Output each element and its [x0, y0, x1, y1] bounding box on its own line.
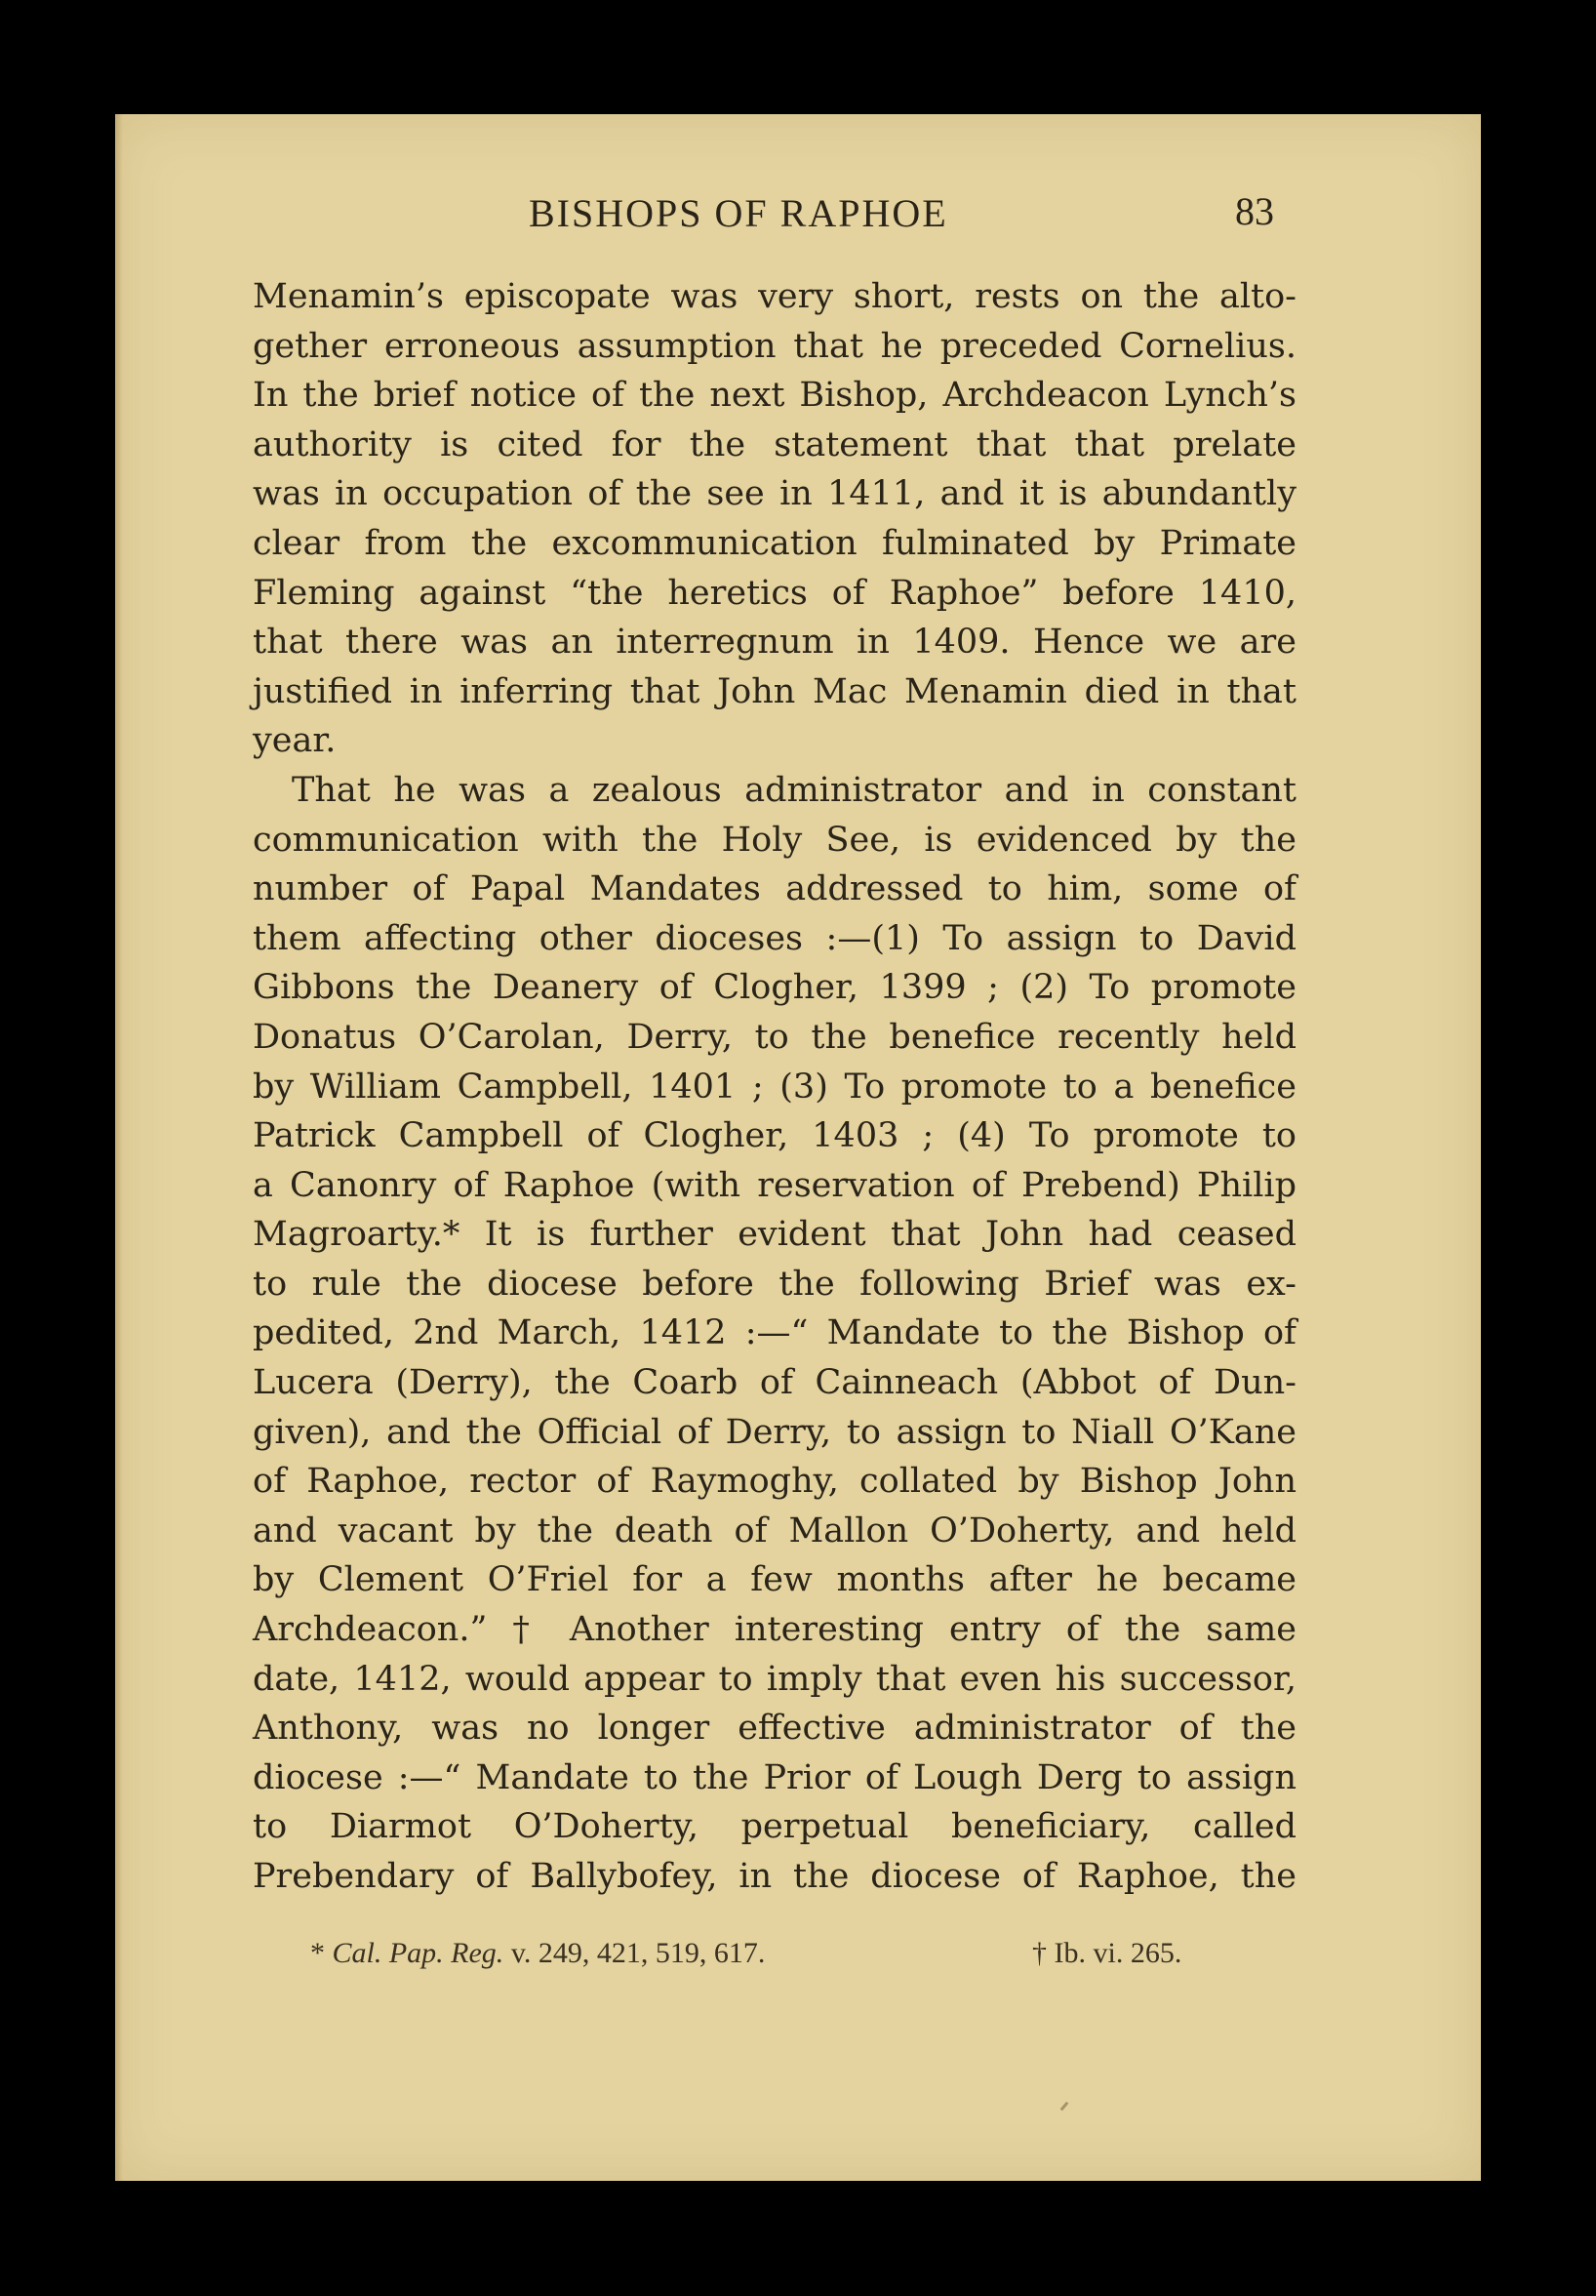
text-line: Anthony, was no longer effective administrator of the	[253, 1709, 1297, 1749]
text-line: gether erroneous assumption that he preceded Cornelius.	[253, 326, 1297, 366]
text-line: that there was an interregnum in 1409. Hence we are	[253, 623, 1297, 663]
text-line: Patrick Campbell of Clogher, 1403 ; (4) To promote to	[253, 1116, 1297, 1156]
text-line: Magroarty.* It is further evident that John had ceased	[253, 1215, 1297, 1255]
text-line: justified in inferring that John Mac Menamin died in that	[253, 671, 1297, 711]
text-line: given), and the Official of Derry, to assign to Niall O’Kane	[253, 1412, 1297, 1452]
text-line: authority is cited for the statement that that prelate	[253, 424, 1297, 464]
footnote-1-reference: v. 249, 421, 519, 617.	[510, 1937, 766, 1969]
page-edge-shadow	[115, 114, 123, 2181]
text-line: In the brief notice of the next Bishop, Archdeacon Lynch’s	[253, 376, 1297, 416]
text-line: Menamin’s episcopate was very short, rests on the alto-	[253, 277, 1297, 316]
text-line: pedited, 2nd March, 1412 :—“ Mandate to the Bishop of	[253, 1313, 1297, 1353]
text-line: Donatus O’Carolan, Derry, to the benefice recently held	[253, 1017, 1297, 1057]
book-page	[115, 114, 1481, 2181]
text-line: and vacant by the death of Mallon O’Doherty, and held	[253, 1511, 1297, 1551]
footnote-1-marker: *	[310, 1937, 325, 1969]
text-line: Archdeacon.” † Another interesting entry of the same	[253, 1610, 1297, 1650]
text-line: year.	[253, 721, 337, 761]
text-line: Prebendary of Ballybofey, in the diocese of Raphoe, the	[253, 1857, 1297, 1896]
paragraph-start-line: That he was a zealous administrator and in constant	[292, 770, 1297, 810]
text-line: by Clement O’Friel for a few months after he became	[253, 1560, 1297, 1600]
text-line: Lucera (Derry), the Coarb of Cainneach (Abbot of Dun-	[253, 1363, 1297, 1403]
text-line: clear from the excommunication fulminated by Primate	[253, 523, 1297, 563]
paper-speck	[1060, 2102, 1069, 2112]
text-line: to Diarmot O’Doherty, perpetual beneficiary, called	[253, 1807, 1297, 1847]
footnote-2: † Ib. vi. 265.	[1032, 1937, 1182, 1969]
text-line: communication with the Holy See, is evidenced by the	[253, 820, 1297, 860]
text-line: was in occupation of the see in 1411, and it is abundantly	[253, 474, 1297, 514]
footnote-1-source: Cal. Pap. Reg.	[332, 1937, 504, 1969]
text-line: of Raphoe, rector of Raymoghy, collated by Bishop John	[253, 1462, 1297, 1502]
running-title: BISHOPS OF RAPHOE	[529, 191, 948, 235]
text-line: them affecting other dioceses :—(1) To assign to David	[253, 918, 1297, 958]
text-line: diocese :—“ Mandate to the Prior of Lough Derg to assign	[253, 1757, 1297, 1797]
text-line: Gibbons the Deanery of Clogher, 1399 ; (2) To promote	[253, 968, 1297, 1008]
text-line: number of Papal Mandates addressed to him, some of	[253, 869, 1297, 909]
footnote-1	[310, 1937, 765, 1970]
text-line: by William Campbell, 1401 ; (3) To promote to a benefice	[253, 1067, 1297, 1107]
text-line: Fleming against “the heretics of Raphoe” before 1410,	[253, 573, 1297, 613]
text-line: to rule the diocese before the following Brief was ex-	[253, 1264, 1297, 1304]
text-line: a Canonry of Raphoe (with reservation of Prebend) Philip	[253, 1165, 1297, 1205]
text-line: date, 1412, would appear to imply that even his successor,	[253, 1659, 1297, 1699]
page-number: 83	[1235, 189, 1274, 233]
body-text	[253, 272, 1297, 1902]
